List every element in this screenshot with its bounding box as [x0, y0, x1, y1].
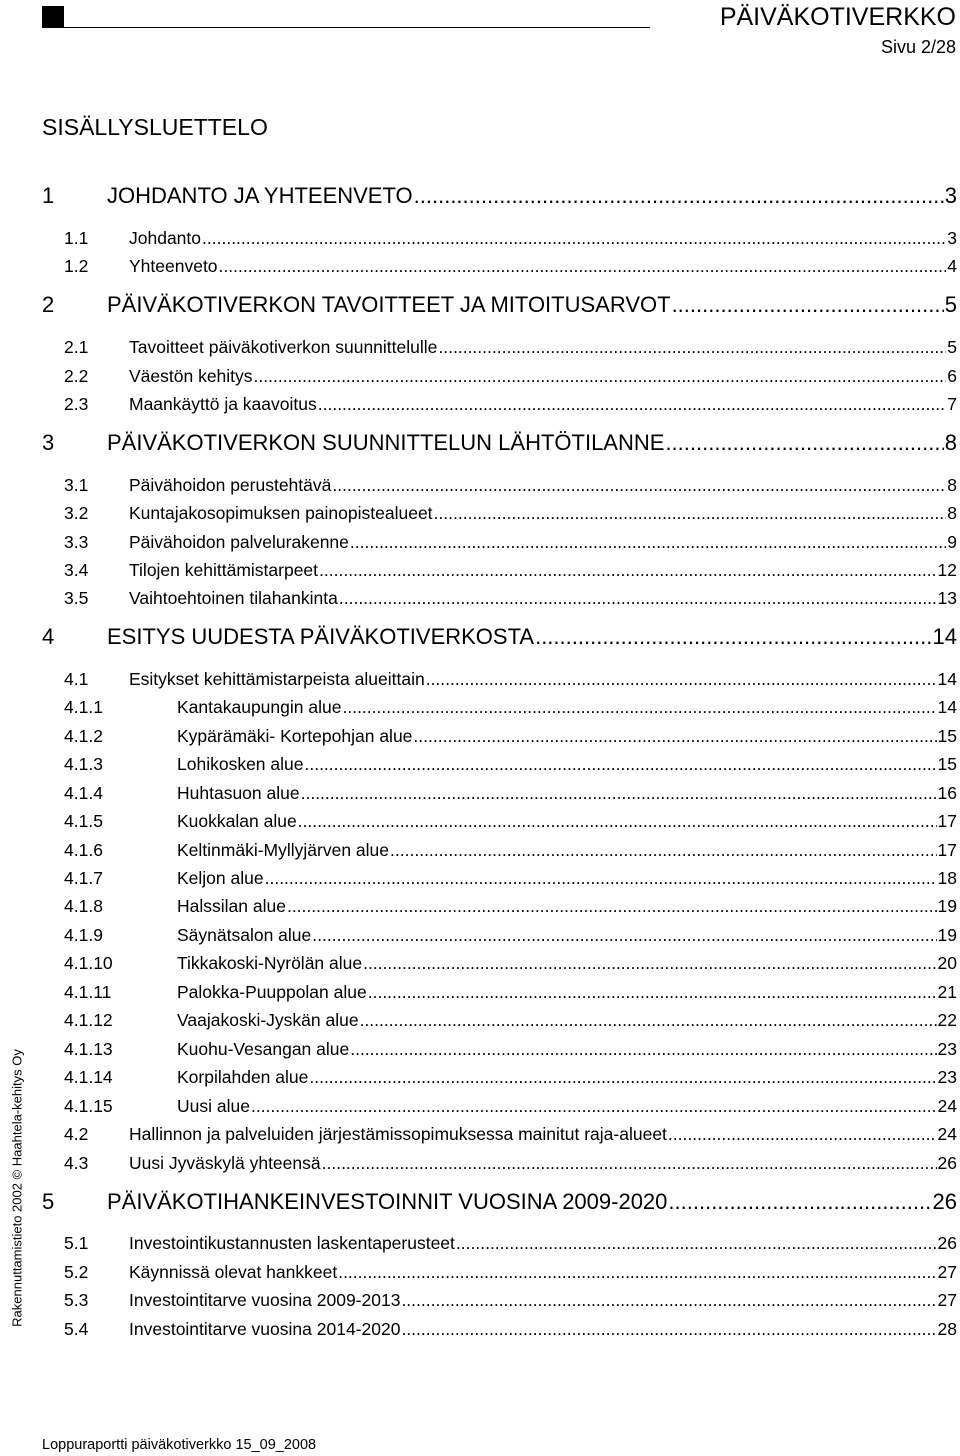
toc-entry[interactable] — [0, 334, 960, 360]
toc-dot-leader — [265, 865, 937, 891]
toc-entry-title: Kuntajakosopimuksen painopistealueet — [129, 503, 433, 523]
toc-entry-number: 4.1.11 — [64, 982, 112, 1002]
toc-entry-title: Keltinmäki-Myllyjärven alue — [177, 840, 390, 860]
toc-entry-page: 20 — [937, 953, 957, 973]
toc-entry-page: 3 — [947, 228, 957, 248]
toc-entry-title: Käynnissä olevat hankkeet — [129, 1262, 338, 1282]
toc-entry[interactable] — [0, 181, 960, 211]
toc-entry-page: 8 — [944, 430, 957, 455]
toc-entry-page: 17 — [937, 840, 957, 860]
toc-entry[interactable] — [0, 1230, 960, 1256]
toc-entry[interactable] — [0, 751, 960, 777]
toc-entry-title: Keljon alue — [177, 868, 264, 888]
toc-entry-title: Väestön kehitys — [129, 366, 253, 386]
toc-entry-title: Tikkakoski-Nyrölän alue — [177, 953, 363, 973]
toc-entry-title: Investointitarve vuosina 2014-2020 — [129, 1319, 401, 1339]
toc-entry-page: 12 — [937, 560, 957, 580]
toc-dot-leader — [668, 1187, 931, 1217]
side-copyright-text: Rakennuttamistieto 2002 © Haahtela-kehitys Oy — [9, 1049, 25, 1327]
toc-entry-title: Johdanto — [129, 228, 202, 248]
toc-entry-title: Uusi Jyväskylä yhteensä — [129, 1153, 321, 1173]
toc-dot-leader — [401, 1287, 936, 1313]
toc-entry-page: 27 — [937, 1262, 957, 1282]
toc-dot-leader — [672, 290, 944, 320]
toc-entry-page: 13 — [937, 588, 957, 608]
toc-entry-page: 14 — [937, 697, 957, 717]
toc-entry-page: 22 — [937, 1010, 957, 1030]
toc-entry-number: 4.1.9 — [64, 925, 103, 945]
toc-entry-page: 5 — [944, 292, 957, 317]
toc-entry-title: Päivähoidon palvelurakenne — [129, 532, 349, 552]
toc-dot-leader — [287, 893, 937, 919]
toc-dot-leader — [322, 1150, 937, 1176]
toc-dot-leader — [413, 723, 936, 749]
toc-entry[interactable] — [0, 922, 960, 948]
toc-entry[interactable] — [0, 225, 960, 251]
toc-dot-leader — [251, 1093, 937, 1119]
toc-entry-number: 4.1.10 — [64, 953, 113, 973]
toc-entry[interactable] — [0, 950, 960, 976]
header-black-square — [42, 6, 64, 28]
toc-entry-page: 18 — [937, 868, 957, 888]
toc-entry-number: 4.1.6 — [64, 840, 103, 860]
toc-entry-number: 1.2 — [64, 256, 89, 276]
toc-entry-page: 21 — [937, 982, 957, 1002]
toc-entry-number: 1 — [42, 183, 55, 208]
toc-entry[interactable] — [0, 428, 960, 458]
toc-dot-leader — [338, 1259, 936, 1285]
toc-entry-title: PÄIVÄKOTIHANKEINVESTOINNIT VUOSINA 2009-2020 — [107, 1189, 668, 1214]
toc-dot-leader — [319, 557, 937, 583]
toc-entry-page: 8 — [947, 475, 957, 495]
toc-entry-number: 5.1 — [64, 1233, 89, 1253]
toc-entry-title: Säynätsalon alue — [177, 925, 312, 945]
toc-dot-leader — [401, 1316, 936, 1342]
toc-entry-title: Huhtasuon alue — [177, 783, 300, 803]
toc-dot-leader — [309, 1064, 936, 1090]
toc-entry[interactable] — [0, 557, 960, 583]
toc-entry-page: 9 — [947, 532, 957, 552]
toc-dot-leader — [426, 666, 937, 692]
toc-entry[interactable] — [0, 500, 960, 526]
toc-dot-leader — [312, 922, 936, 948]
toc-entry[interactable] — [0, 622, 960, 652]
toc-entry[interactable] — [0, 1287, 960, 1313]
toc-entry-title: Kantakaupungin alue — [177, 697, 342, 717]
toc-dot-leader — [332, 472, 946, 498]
toc-dot-leader — [668, 1121, 937, 1147]
toc-entry-title: Tilojen kehittämistarpeet — [129, 560, 319, 580]
toc-entry-number: 5 — [42, 1189, 55, 1214]
toc-entry-number: 4.1 — [64, 669, 89, 689]
page-number: Sivu 2/28 — [880, 37, 956, 57]
toc-entry-page: 23 — [937, 1039, 957, 1059]
toc-dot-leader — [438, 334, 946, 360]
toc-entry-title: Investointitarve vuosina 2009-2013 — [129, 1290, 401, 1310]
toc-entry-number: 1.1 — [64, 228, 89, 248]
toc-entry-page: 3 — [944, 183, 957, 208]
toc-entry-page: 14 — [937, 669, 957, 689]
toc-entry-number: 3 — [42, 430, 55, 455]
toc-entry-number: 4.1.4 — [64, 783, 103, 803]
toc-entry-title: Kypärämäki- Kortepohjan alue — [177, 726, 413, 746]
toc-entry-title: Kuokkalan alue — [177, 811, 297, 831]
toc-dot-leader — [318, 391, 947, 417]
toc-entry[interactable] — [0, 1093, 960, 1119]
toc-entry[interactable] — [0, 808, 960, 834]
toc-entry-number: 4.1.13 — [64, 1039, 113, 1059]
toc-entry-page: 8 — [947, 503, 957, 523]
toc-entry[interactable] — [0, 1259, 960, 1285]
toc-entry-number: 4.1.15 — [64, 1096, 113, 1116]
toc-dot-leader — [219, 253, 947, 279]
toc-entry[interactable] — [0, 529, 960, 555]
toc-entry-number: 4.1.5 — [64, 811, 103, 831]
toc-dot-leader — [360, 1007, 937, 1033]
toc-entry-number: 4.1.3 — [64, 754, 103, 774]
toc-entry[interactable] — [0, 391, 960, 417]
toc-entry-number: 5.2 — [64, 1262, 89, 1282]
toc-entry-title: PÄIVÄKOTIVERKON TAVOITTEET JA MITOITUSARVOT — [107, 292, 671, 317]
toc-entry-page: 17 — [937, 811, 957, 831]
toc-entry-page: 16 — [937, 783, 957, 803]
toc-entry[interactable] — [0, 1036, 960, 1062]
toc-entry-number: 4.3 — [64, 1153, 89, 1173]
toc-entry-page: 7 — [947, 394, 957, 414]
toc-entry-number: 4.1.12 — [64, 1010, 113, 1030]
toc-entry-page: 26 — [932, 1189, 957, 1214]
toc-entry-page: 15 — [937, 726, 957, 746]
toc-entry-page: 23 — [937, 1067, 957, 1087]
toc-entry-number: 2.2 — [64, 366, 89, 386]
toc-entry-number: 4.2 — [64, 1124, 89, 1144]
toc-entry[interactable] — [0, 723, 960, 749]
toc-dot-leader — [665, 428, 943, 458]
toc-entry[interactable] — [0, 253, 960, 279]
toc-entry[interactable] — [0, 893, 960, 919]
toc-entry-number: 4.1.14 — [64, 1067, 113, 1087]
toc-entry-page: 26 — [937, 1233, 957, 1253]
toc-dot-leader — [456, 1230, 937, 1256]
toc-entry-number: 5.3 — [64, 1290, 89, 1310]
toc-dot-leader — [254, 363, 947, 389]
toc-entry-number: 3.2 — [64, 503, 89, 523]
toc-entry-number: 4.1.2 — [64, 726, 103, 746]
toc-dot-leader — [350, 529, 946, 555]
toc-entry-title: PÄIVÄKOTIVERKON SUUNNITTELUN LÄHTÖTILANNE — [107, 430, 665, 455]
toc-entry[interactable] — [0, 363, 960, 389]
toc-entry[interactable] — [0, 979, 960, 1005]
toc-entry[interactable] — [0, 472, 960, 498]
toc-entry-number: 2 — [42, 292, 55, 317]
toc-entry-title: Päivähoidon perustehtävä — [129, 475, 332, 495]
toc-entry[interactable] — [0, 585, 960, 611]
toc-entry-title: Halssilan alue — [177, 896, 286, 916]
toc-entry-page: 19 — [937, 896, 957, 916]
toc-entry-page: 27 — [937, 1290, 957, 1310]
toc-entry-title: ESITYS UUDESTA PÄIVÄKOTIVERKOSTA — [107, 624, 535, 649]
toc-entry[interactable] — [0, 1007, 960, 1033]
toc-entry-number: 4.1.7 — [64, 868, 103, 888]
toc-entry[interactable] — [0, 1064, 960, 1090]
toc-entry-page: 19 — [937, 925, 957, 945]
toc-entry[interactable] — [0, 1187, 960, 1217]
toc-entry-title: Korpilahden alue — [177, 1067, 309, 1087]
toc-dot-leader — [301, 780, 937, 806]
toc-dot-leader — [434, 500, 947, 526]
toc-entry-number: 3.1 — [64, 475, 89, 495]
toc-entry-number: 3.4 — [64, 560, 89, 580]
toc-dot-leader — [368, 979, 937, 1005]
toc-entry-title: Maankäyttö ja kaavoitus — [129, 394, 317, 414]
header-rule — [64, 27, 650, 28]
toc-entry-page: 6 — [947, 366, 957, 386]
toc-entry-title: Investointikustannusten laskentaperusteet — [129, 1233, 455, 1253]
toc-dot-leader — [363, 950, 936, 976]
toc-entry-title: Esitykset kehittämistarpeista alueittain — [129, 669, 425, 689]
toc-entry-page: 15 — [937, 754, 957, 774]
toc-entry-page: 24 — [937, 1096, 957, 1116]
toc-entry-title: Vaajakoski-Jyskän alue — [177, 1010, 359, 1030]
toc-entry-page: 24 — [937, 1124, 957, 1144]
footer-text: Loppuraportti päiväkotiverkko 15_09_2008 — [42, 1437, 317, 1453]
toc-entry-title: Hallinnon ja palveluiden järjestämissopimuksessa mainitut raja-alueet — [129, 1124, 667, 1144]
toc-entry-number: 4.1.8 — [64, 896, 103, 916]
toc-entry-title: Vaihtoehtoinen tilahankinta — [129, 588, 338, 608]
toc-dot-leader — [304, 751, 936, 777]
toc-entry-title: Lohikosken alue — [177, 754, 304, 774]
toc-entry-page: 28 — [937, 1319, 957, 1339]
toc-entry-number: 3.3 — [64, 532, 89, 552]
toc-entry-number: 3.5 — [64, 588, 89, 608]
toc-entry-number: 2.3 — [64, 394, 89, 414]
toc-entry-title: Palokka-Puuppolan alue — [177, 982, 367, 1002]
toc-entry-title: Uusi alue — [177, 1096, 250, 1116]
toc-entry[interactable] — [0, 290, 960, 320]
toc-entry-page: 14 — [932, 624, 957, 649]
toc-entry-page: 26 — [937, 1153, 957, 1173]
toc-entry-page: 4 — [947, 256, 957, 276]
toc-entry[interactable] — [0, 666, 960, 692]
toc-entry-title: Kuohu-Vesangan alue — [177, 1039, 350, 1059]
toc-dot-leader — [342, 694, 936, 720]
toc-entry[interactable] — [0, 694, 960, 720]
document-title: PÄIVÄKOTIVERKKO — [719, 3, 956, 31]
toc-entry[interactable] — [0, 780, 960, 806]
toc-entry-title: Tavoitteet päiväkotiverkon suunnittelulle — [129, 337, 438, 357]
toc-entry[interactable] — [0, 1121, 960, 1147]
toc-entry[interactable] — [0, 865, 960, 891]
toc-dot-leader — [350, 1036, 936, 1062]
toc-dot-leader — [390, 837, 937, 863]
toc-dot-leader — [298, 808, 937, 834]
toc-dot-leader — [339, 585, 937, 611]
toc-dot-leader — [414, 181, 944, 211]
toc-entry-page: 5 — [947, 337, 957, 357]
toc-entry-title: Yhteenveto — [129, 256, 218, 276]
toc-entry-number: 5.4 — [64, 1319, 89, 1339]
toc-entry-number: 4 — [42, 624, 55, 649]
toc-entry[interactable] — [0, 837, 960, 863]
toc-dot-leader — [202, 225, 946, 251]
toc-entry[interactable] — [0, 1316, 960, 1342]
toc-heading: SISÄLLYSLUETTELO — [42, 114, 268, 140]
toc-entry-number: 4.1.1 — [64, 697, 103, 717]
toc-entry-number: 2.1 — [64, 337, 89, 357]
toc-entry-title: JOHDANTO JA YHTEENVETO — [107, 183, 413, 208]
toc-dot-leader — [535, 622, 931, 652]
toc-entry[interactable] — [0, 1150, 960, 1176]
